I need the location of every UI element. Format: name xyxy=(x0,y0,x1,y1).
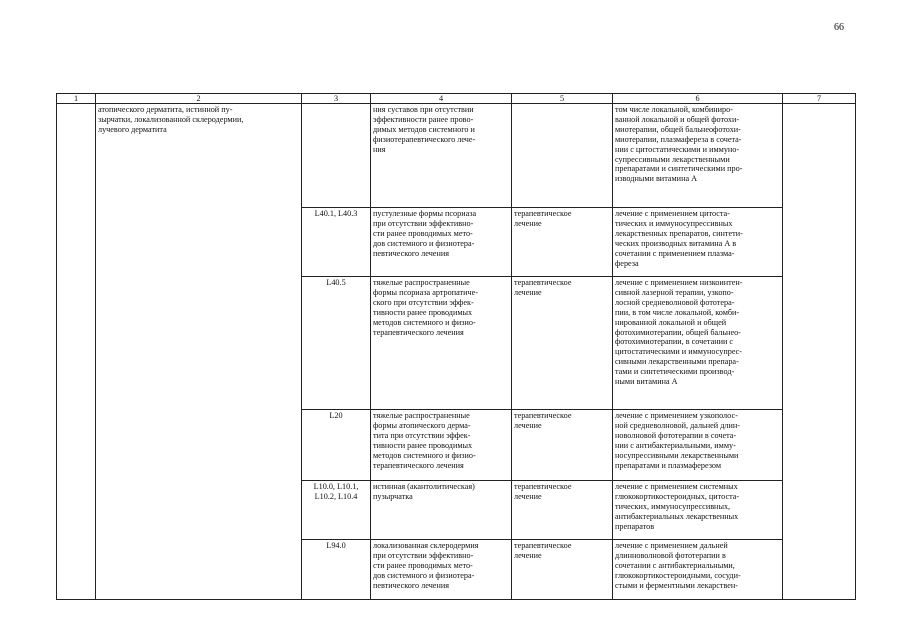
page-number: 66 xyxy=(834,22,844,33)
cell-method xyxy=(613,410,783,481)
cell-treatment-type xyxy=(512,540,613,600)
column-header-1: 1 xyxy=(57,94,96,104)
cell-code xyxy=(302,104,371,208)
method-text: лечение с применением дальней длинноволновой фототерапии в сочетании с антибактериальными, глюкокортикостероидными, сосуди- стыми и ферментными лекарствен- xyxy=(615,541,741,590)
treatment-type-text: терапевтическое лечение xyxy=(514,278,572,297)
treatment-type-text: терапевтическое лечение xyxy=(514,209,572,228)
cell-code xyxy=(302,481,371,540)
cell-code xyxy=(302,208,371,277)
cell-method xyxy=(613,540,783,600)
cell-condition xyxy=(371,277,512,410)
column-header-3: 3 xyxy=(302,94,371,104)
method-text: лечение с применением узкополос- ной средневолновой, дальней длин- новолновой фототерапии в сочета- нии с антибактериальными, имму- носупрессивными лекарственными препаратами и плазмаферезом xyxy=(615,411,740,470)
cell-treatment-type xyxy=(512,277,613,410)
method-text: лечение с применением низкоинтен- сивной лазерной терапии, узкопо- лосной средневолновой фототера- пии, в том числе локальной, комби- нированной локальной и общей фотохимиотерапии, общей бальнео- фотохимиотерапии, в сочетании с цитостатическими и иммуносупрес- сивными лекарственными препара- тами и синтетическими производ- ными витамина А xyxy=(615,278,743,387)
cell-col7 xyxy=(783,104,856,600)
cell-condition xyxy=(371,208,512,277)
cell-treatment-type xyxy=(512,410,613,481)
cell-condition xyxy=(371,104,512,208)
treatment-type-text: терапевтическое лечение xyxy=(514,482,572,501)
column-header-2: 2 xyxy=(96,94,302,104)
icd-code: L40.5 xyxy=(326,278,346,287)
treatment-type-text: терапевтическое лечение xyxy=(514,411,572,430)
column-header-5: 5 xyxy=(512,94,613,104)
cell-col1 xyxy=(57,104,96,600)
column-header-6: 6 xyxy=(613,94,783,104)
method-text: том числе локальной, комбиниро- ванной локальной и общей фотохи- миотерапии, общей бальнеофотохи- миотерапии, плазмафереза в сочета- нии с цитостатическими и иммуно- супрессивными лекарственными препаратами и синтетическими про- изводными витамина А xyxy=(615,105,743,184)
treatment-type-text: терапевтическое лечение xyxy=(514,541,572,560)
cell-method xyxy=(613,104,783,208)
cell-treatment-type xyxy=(512,104,613,208)
column-header-4: 4 xyxy=(371,94,512,104)
condition-text: тяжелые распространенные формы атопического дерма- тита при отсутствии эффек- тивности ранее проводимых методов системного и физио- терапевтического лечения xyxy=(373,411,476,470)
cell-code xyxy=(302,277,371,410)
disease-group-text: атопического дерматита, истинной пу- зырчатки, локализованной склеродермии, лучевого дерматита xyxy=(98,105,244,134)
icd-code: L20 xyxy=(329,411,343,420)
condition-text: тяжелые распространенные формы псориаза артропатиче- ского при отсутствии эффек- тивности ранее проводимых методов системного и физио- терапевтического лечения xyxy=(373,278,478,337)
cell-treatment-type xyxy=(512,208,613,277)
table-row xyxy=(57,104,856,208)
cell-condition xyxy=(371,540,512,600)
icd-code: L40.1, L40.3 xyxy=(314,209,358,218)
cell-code xyxy=(302,540,371,600)
cell-method xyxy=(613,277,783,410)
method-text: лечение с применением системных глюкокортикостероидных, цитоста- тических, иммуносупрессивных, антибактериальных лекарственных препаратов xyxy=(615,482,740,531)
condition-text: пустулезные формы псориаза при отсутствии эффективно- сти ранее проводимых мето- дов системного и физиотера- певтического лечения xyxy=(373,209,477,258)
condition-text: локализованная склеродермия при отсутствии эффективно- сти ранее проводимых мето- дов системного и физиотера- певтического лечения xyxy=(373,541,479,590)
column-number-row xyxy=(57,94,856,104)
condition-text: истинная (акантолитическая) пузырчатка xyxy=(373,482,475,501)
condition-text: ния суставов при отсутствии эффективности ранее прово- димых методов системного и физиотерапевтического лече- ния xyxy=(373,105,476,154)
icd-code: L10.0, L10.1, L10.2, L10.4 xyxy=(313,482,359,501)
medical-care-table xyxy=(56,93,856,600)
cell-treatment-type xyxy=(512,481,613,540)
cell-method xyxy=(613,481,783,540)
cell-code xyxy=(302,410,371,481)
icd-code: L94.0 xyxy=(326,541,346,550)
cell-disease-group xyxy=(96,104,302,600)
method-text: лечение с применением цитоста- тических и иммуносупрессивных лекарственных препаратов, синтети- ческих производных витамина А в сочетании с применением плазма- фереза xyxy=(615,209,743,268)
column-header-7: 7 xyxy=(783,94,856,104)
cell-condition xyxy=(371,481,512,540)
cell-method xyxy=(613,208,783,277)
cell-condition xyxy=(371,410,512,481)
